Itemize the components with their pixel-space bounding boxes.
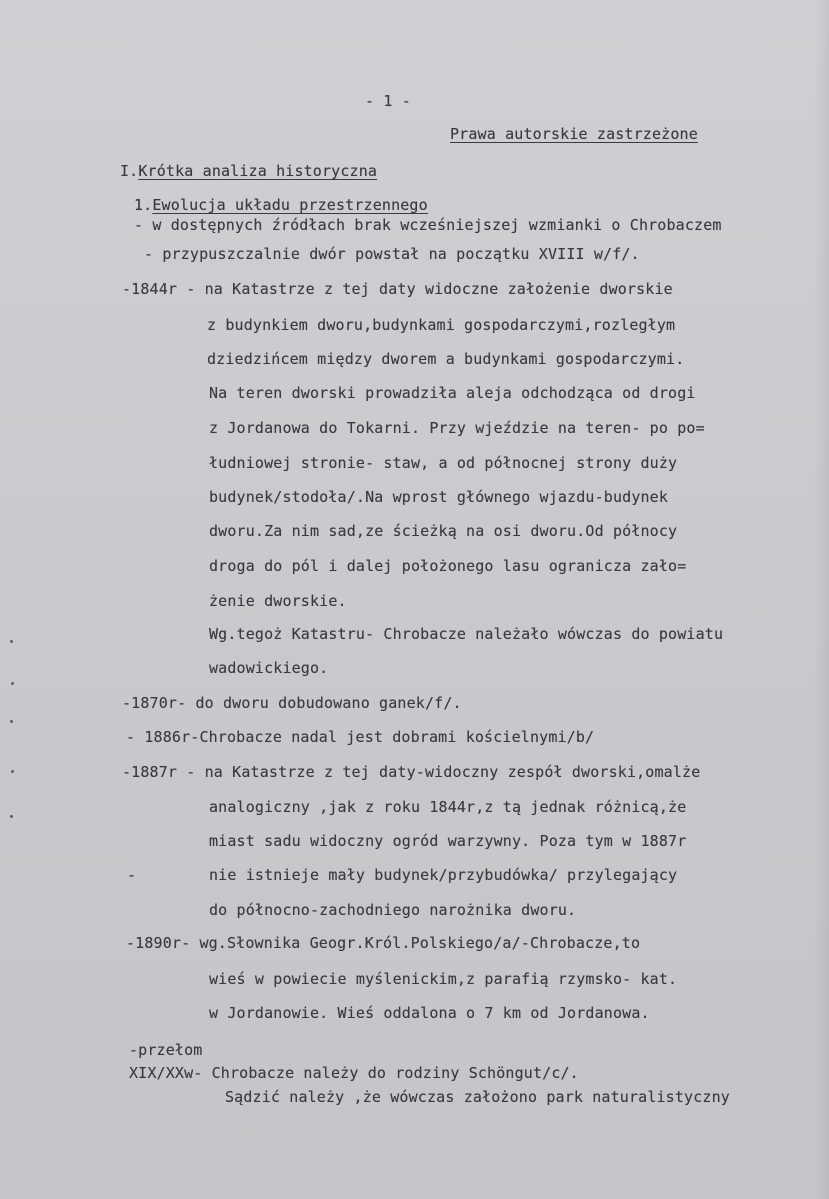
text-line: - w dostępnych źródłach brak wcześniejszej wzmianki o Chrobaczem [134,216,722,234]
paper-edge-shadow [815,0,829,1199]
section-number: I. [120,162,139,180]
text-line: -1870r- do dworu dobudowano ganek/f/. [122,694,462,712]
subsection-number: 1. [134,196,153,214]
text-line: Sądzić należy ,że wówczas założono park naturalistyczny [225,1088,730,1106]
text-line: budynek/stodoła/.Na wprost głównego wjazdu-budynek [209,488,669,506]
text-line: żenie dworskie. [209,592,347,610]
subsection-heading [134,196,428,214]
text-line: dworu.Za nim sad,ze ścieżką na osi dworu.Od północy [209,522,678,540]
text-line: -1844r - na Katastrze z tej daty widoczne założenie dworskie [122,280,673,298]
text-line: z budynkiem dworu,budynkami gospodarczymi,rozległym [207,316,676,334]
page-number: - 1 - [365,92,411,110]
margin-dash: - [127,866,137,884]
text-line: łudniowej stronie- staw, a od północnej strony duży [209,454,678,472]
text-line: w Jordanowie. Wieś oddalona o 7 km od Jordanowa. [209,1004,650,1022]
subsection-title: Ewolucja układu przestrzennego [152,196,428,214]
text-line: Wg.tegoż Katastru- Chrobacze należało wówczas do powiatu [209,625,724,643]
text-line: wadowickiego. [209,659,329,677]
text-line: analogiczny ,jak z roku 1844r,z tą jednak różnicą,że [209,798,687,816]
section-title: Krótka analiza historyczna [138,162,378,180]
copyright-notice: Prawa autorskie zastrzeżone [450,125,698,143]
text-line: Na teren dworski prowadziła aleja odchodząca od drogi [209,384,696,402]
text-line: nie istnieje mały budynek/przybudówka/ przylegający [209,866,678,884]
text-line: droga do pól i dalej położonego lasu ogranicza zało= [209,557,687,575]
text-line: z Jordanowa do Tokarni. Przy wjeździe na teren- po po= [209,419,705,437]
section-heading [120,162,377,180]
text-line: XIX/XXw- Chrobacze należy do rodziny Schöngut/c/. [129,1064,579,1082]
text-line: miast sadu widoczny ogród warzywny. Poza tym w 1887r [209,832,687,850]
text-line: -1890r- wg.Słownika Geogr.Król.Polskiego/a/-Chrobacze,to [126,934,641,952]
text-line: -przełom [129,1041,203,1059]
text-line: -1887r - na Katastrze z tej daty-widoczny zespół dworski,omalże [122,763,701,781]
text-line: - przypuszczalnie dwór powstał na początku XVIII w/f/. [144,245,640,263]
text-line: do północno-zachodniego narożnika dworu. [209,901,577,919]
text-line: wieś w powiecie myślenickim,z parafią rzymsko- kat. [209,970,678,988]
text-line: - 1886r-Chrobacze nadal jest dobrami kościelnymi/b/ [126,728,595,746]
text-line: dziedzińcem między dworem a budynkami gospodarczymi. [207,350,685,368]
